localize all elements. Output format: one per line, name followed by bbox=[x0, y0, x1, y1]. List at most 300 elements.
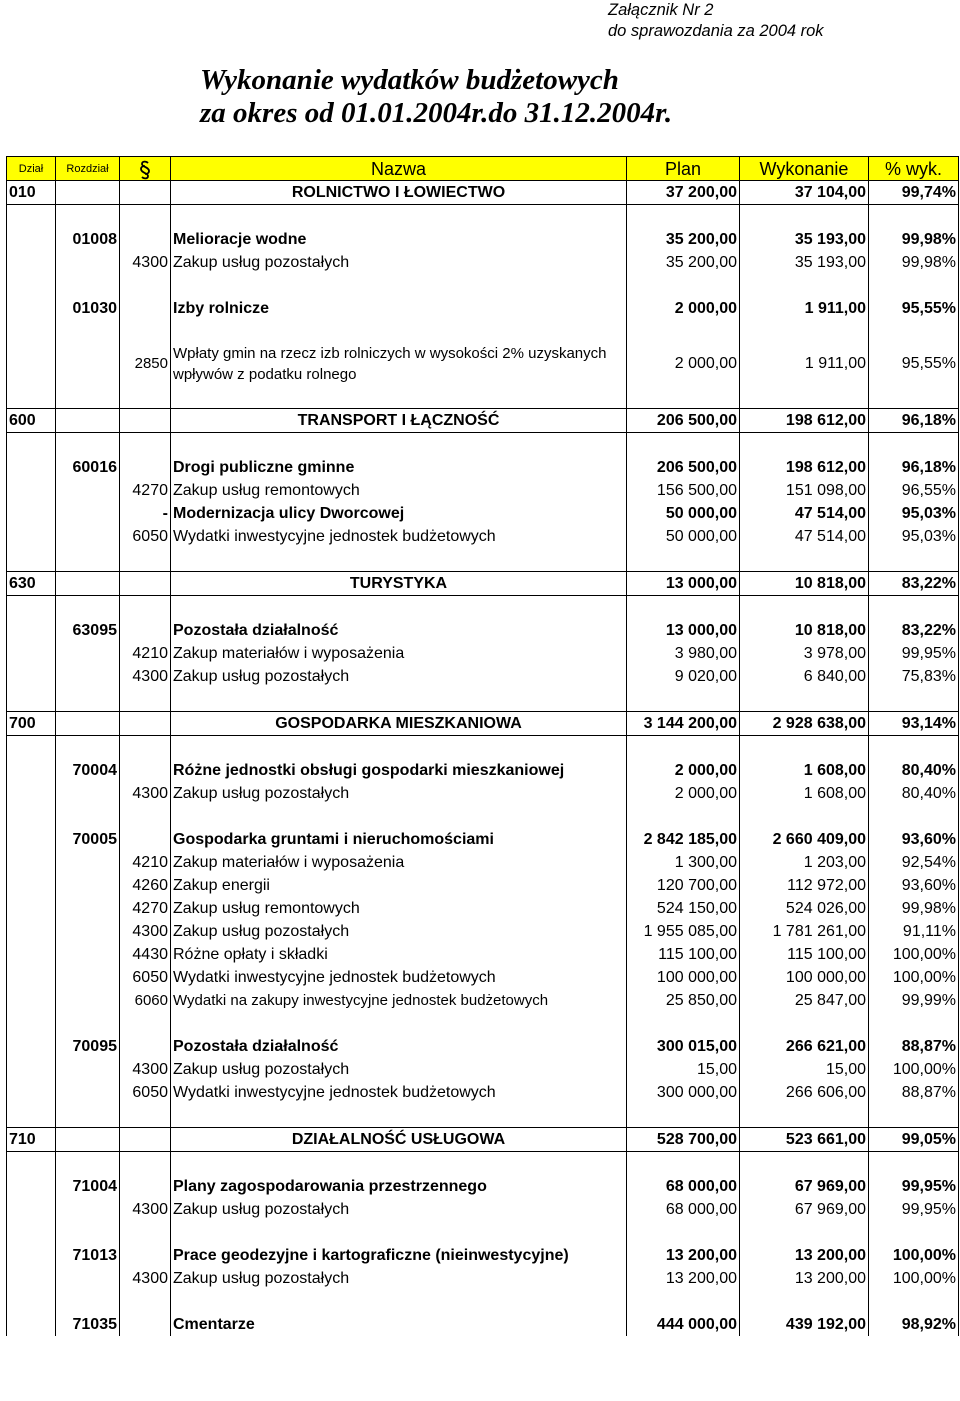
spacer-row bbox=[7, 205, 959, 229]
item-name: Izby rolnicze bbox=[171, 297, 627, 320]
spacer-cell bbox=[171, 385, 627, 409]
plan-value: 35 200,00 bbox=[627, 228, 740, 251]
rozdzial-code bbox=[56, 343, 120, 385]
paragraph-code: 6050 bbox=[120, 1081, 171, 1104]
plan-value: 206 500,00 bbox=[627, 409, 740, 433]
section-sign-icon bbox=[120, 157, 171, 181]
section-row bbox=[7, 712, 959, 736]
spacer-cell bbox=[7, 596, 56, 620]
paragraph-code bbox=[120, 1244, 171, 1267]
rozdzial-code: 60016 bbox=[56, 456, 120, 479]
chapter-row bbox=[7, 1175, 959, 1198]
spacer-cell bbox=[120, 1152, 171, 1176]
spacer-cell bbox=[56, 274, 120, 297]
spacer-row bbox=[7, 805, 959, 828]
spacer-cell bbox=[869, 548, 959, 572]
chapter-row bbox=[7, 1244, 959, 1267]
dzial-code bbox=[7, 966, 56, 989]
dzial-code bbox=[7, 1313, 56, 1336]
spacer-cell bbox=[56, 205, 120, 229]
execution-value: 1 203,00 bbox=[740, 851, 869, 874]
execution-value: 6 840,00 bbox=[740, 665, 869, 688]
chapter-row bbox=[7, 228, 959, 251]
dzial-code bbox=[7, 920, 56, 943]
percent-value: 99,05% bbox=[869, 1128, 959, 1152]
plan-value: 37 200,00 bbox=[627, 181, 740, 205]
chapter-row bbox=[7, 619, 959, 642]
execution-value: 15,00 bbox=[740, 1058, 869, 1081]
dzial-code bbox=[7, 479, 56, 502]
percent-value: 99,98% bbox=[869, 897, 959, 920]
rozdzial-code bbox=[56, 1058, 120, 1081]
rozdzial-code bbox=[56, 181, 120, 205]
spacer-cell bbox=[56, 548, 120, 572]
plan-value: 68 000,00 bbox=[627, 1175, 740, 1198]
percent-value: 95,03% bbox=[869, 525, 959, 548]
spacer-cell bbox=[627, 805, 740, 828]
spacer-cell bbox=[7, 688, 56, 712]
plan-value: 2 000,00 bbox=[627, 343, 740, 385]
spacer-cell bbox=[56, 1104, 120, 1128]
item-name: Plany zagospodarowania przestrzennego bbox=[171, 1175, 627, 1198]
dzial-code bbox=[7, 619, 56, 642]
spacer-cell bbox=[627, 274, 740, 297]
spacer-cell bbox=[120, 805, 171, 828]
spacer-cell bbox=[7, 1221, 56, 1244]
percent-value: 100,00% bbox=[869, 1244, 959, 1267]
spacer-cell bbox=[869, 805, 959, 828]
header-rozdzial: Rozdział bbox=[56, 157, 120, 181]
plan-value: 13 000,00 bbox=[627, 619, 740, 642]
spacer-cell bbox=[7, 1104, 56, 1128]
rozdzial-code: 70095 bbox=[56, 1035, 120, 1058]
dzial-code bbox=[7, 1081, 56, 1104]
execution-value: 25 847,00 bbox=[740, 989, 869, 1012]
rozdzial-code: 01008 bbox=[56, 228, 120, 251]
rozdzial-code bbox=[56, 712, 120, 736]
spacer-cell bbox=[120, 1012, 171, 1035]
rozdzial-code bbox=[56, 943, 120, 966]
item-name: Zakup usług pozostałych bbox=[171, 1198, 627, 1221]
rozdzial-code bbox=[56, 1267, 120, 1290]
spacer-cell bbox=[627, 433, 740, 457]
rozdzial-code bbox=[56, 665, 120, 688]
execution-value: 2 928 638,00 bbox=[740, 712, 869, 736]
percent-value: 99,95% bbox=[869, 642, 959, 665]
rozdzial-code bbox=[56, 572, 120, 596]
rozdzial-code bbox=[56, 989, 120, 1012]
percent-value: 99,99% bbox=[869, 989, 959, 1012]
spacer-cell bbox=[869, 274, 959, 297]
table-row bbox=[7, 966, 959, 989]
item-name: Wydatki na zakupy inwestycyjne jednostek budżetowych bbox=[171, 989, 627, 1012]
percent-value: 96,18% bbox=[869, 456, 959, 479]
dzial-code bbox=[7, 874, 56, 897]
plan-value: 444 000,00 bbox=[627, 1313, 740, 1336]
spacer-cell bbox=[627, 688, 740, 712]
spacer-cell bbox=[869, 1152, 959, 1176]
execution-value: 1 608,00 bbox=[740, 759, 869, 782]
execution-value: 112 972,00 bbox=[740, 874, 869, 897]
header-wykonanie: Wykonanie bbox=[740, 157, 869, 181]
spacer-cell bbox=[869, 205, 959, 229]
spacer-cell bbox=[627, 1104, 740, 1128]
percent-value: 83,22% bbox=[869, 619, 959, 642]
spacer-cell bbox=[740, 433, 869, 457]
rozdzial-code bbox=[56, 1081, 120, 1104]
plan-value: 13 000,00 bbox=[627, 572, 740, 596]
spacer-cell bbox=[869, 385, 959, 409]
percent-value: 95,03% bbox=[869, 502, 959, 525]
header-plan: Plan bbox=[627, 157, 740, 181]
spacer-cell bbox=[740, 205, 869, 229]
plan-value: 115 100,00 bbox=[627, 943, 740, 966]
percent-value: 83,22% bbox=[869, 572, 959, 596]
chapter-row bbox=[7, 828, 959, 851]
dzial-code: 010 bbox=[7, 181, 56, 205]
spacer-cell bbox=[7, 736, 56, 760]
dzial-code bbox=[7, 1244, 56, 1267]
spacer-row bbox=[7, 1152, 959, 1176]
paragraph-code: 4210 bbox=[120, 642, 171, 665]
paragraph-code: 4300 bbox=[120, 1198, 171, 1221]
spacer-cell bbox=[7, 205, 56, 229]
spacer-cell bbox=[627, 736, 740, 760]
plan-value: 13 200,00 bbox=[627, 1244, 740, 1267]
item-name: Zakup usług pozostałych bbox=[171, 920, 627, 943]
spacer-cell bbox=[120, 205, 171, 229]
dzial-code bbox=[7, 1035, 56, 1058]
spacer-row bbox=[7, 688, 959, 712]
plan-value: 2 000,00 bbox=[627, 759, 740, 782]
paragraph-code: 4260 bbox=[120, 874, 171, 897]
section-row bbox=[7, 1128, 959, 1152]
dzial-code: 630 bbox=[7, 572, 56, 596]
spacer-cell bbox=[740, 1104, 869, 1128]
table-row bbox=[7, 502, 959, 525]
dzial-code bbox=[7, 228, 56, 251]
spacer-cell bbox=[740, 274, 869, 297]
spacer-cell bbox=[56, 385, 120, 409]
paragraph-code bbox=[120, 572, 171, 596]
spacer-row bbox=[7, 1221, 959, 1244]
plan-value: 156 500,00 bbox=[627, 479, 740, 502]
plan-value: 100 000,00 bbox=[627, 966, 740, 989]
spacer-cell bbox=[869, 320, 959, 343]
rozdzial-code: 71035 bbox=[56, 1313, 120, 1336]
percent-value: 100,00% bbox=[869, 966, 959, 989]
item-name: TRANSPORT I ŁĄCZNOŚĆ bbox=[171, 409, 627, 433]
spacer-cell bbox=[120, 1104, 171, 1128]
section-row bbox=[7, 409, 959, 433]
spacer-cell bbox=[120, 385, 171, 409]
execution-value: 2 660 409,00 bbox=[740, 828, 869, 851]
table-row bbox=[7, 343, 959, 385]
percent-value: 100,00% bbox=[869, 1058, 959, 1081]
spacer-cell bbox=[120, 688, 171, 712]
rozdzial-code bbox=[56, 874, 120, 897]
rozdzial-code bbox=[56, 966, 120, 989]
percent-value: 93,60% bbox=[869, 828, 959, 851]
item-name: Modernizacja ulicy Dworcowej bbox=[171, 502, 627, 525]
paragraph-code bbox=[120, 759, 171, 782]
chapter-row bbox=[7, 1313, 959, 1336]
spacer-cell bbox=[627, 596, 740, 620]
spacer-cell bbox=[869, 1221, 959, 1244]
spacer-cell bbox=[7, 805, 56, 828]
spacer-cell bbox=[627, 548, 740, 572]
dzial-code bbox=[7, 343, 56, 385]
plan-value: 528 700,00 bbox=[627, 1128, 740, 1152]
item-name: ROLNICTWO I ŁOWIECTWO bbox=[171, 181, 627, 205]
item-name: Pozostała działalność bbox=[171, 619, 627, 642]
header-procent: % wyk. bbox=[869, 157, 959, 181]
plan-value: 2 842 185,00 bbox=[627, 828, 740, 851]
spacer-cell bbox=[7, 320, 56, 343]
table-row bbox=[7, 1198, 959, 1221]
spacer-cell bbox=[869, 688, 959, 712]
plan-value: 206 500,00 bbox=[627, 456, 740, 479]
paragraph-code bbox=[120, 181, 171, 205]
spacer-cell bbox=[7, 274, 56, 297]
execution-value: 13 200,00 bbox=[740, 1267, 869, 1290]
percent-value: 99,74% bbox=[869, 181, 959, 205]
execution-value: 47 514,00 bbox=[740, 525, 869, 548]
dzial-code: 710 bbox=[7, 1128, 56, 1152]
rozdzial-code bbox=[56, 1198, 120, 1221]
execution-value: 3 978,00 bbox=[740, 642, 869, 665]
paragraph-code bbox=[120, 1313, 171, 1336]
execution-value: 1 781 261,00 bbox=[740, 920, 869, 943]
plan-value: 15,00 bbox=[627, 1058, 740, 1081]
percent-value: 91,11% bbox=[869, 920, 959, 943]
execution-value: 115 100,00 bbox=[740, 943, 869, 966]
spacer-cell bbox=[171, 736, 627, 760]
spacer-cell bbox=[171, 274, 627, 297]
percent-value: 80,40% bbox=[869, 759, 959, 782]
paragraph-code: 4300 bbox=[120, 1267, 171, 1290]
execution-value: 266 621,00 bbox=[740, 1035, 869, 1058]
item-name: DZIAŁALNOŚĆ USŁUGOWA bbox=[171, 1128, 627, 1152]
rozdzial-code bbox=[56, 479, 120, 502]
dzial-code bbox=[7, 828, 56, 851]
plan-value: 13 200,00 bbox=[627, 1267, 740, 1290]
spacer-cell bbox=[120, 736, 171, 760]
rozdzial-code: 70004 bbox=[56, 759, 120, 782]
document-title-line1: Wykonanie wydatków budżetowych bbox=[200, 64, 619, 96]
spacer-cell bbox=[56, 596, 120, 620]
spacer-cell bbox=[869, 1104, 959, 1128]
plan-value: 524 150,00 bbox=[627, 897, 740, 920]
paragraph-code: 4270 bbox=[120, 897, 171, 920]
execution-value: 67 969,00 bbox=[740, 1175, 869, 1198]
percent-value: 100,00% bbox=[869, 943, 959, 966]
table-row bbox=[7, 1267, 959, 1290]
percent-value: 98,92% bbox=[869, 1313, 959, 1336]
item-name: Cmentarze bbox=[171, 1313, 627, 1336]
rozdzial-code bbox=[56, 897, 120, 920]
spacer-cell bbox=[627, 205, 740, 229]
spacer-cell bbox=[740, 688, 869, 712]
table-row bbox=[7, 525, 959, 548]
percent-value: 92,54% bbox=[869, 851, 959, 874]
rozdzial-code bbox=[56, 851, 120, 874]
spacer-cell bbox=[171, 548, 627, 572]
spacer-row bbox=[7, 433, 959, 457]
spacer-cell bbox=[627, 385, 740, 409]
spacer-cell bbox=[56, 1221, 120, 1244]
plan-value: 2 000,00 bbox=[627, 782, 740, 805]
spacer-cell bbox=[869, 1290, 959, 1313]
execution-value: 13 200,00 bbox=[740, 1244, 869, 1267]
spacer-cell bbox=[7, 1152, 56, 1176]
execution-value: 524 026,00 bbox=[740, 897, 869, 920]
spacer-cell bbox=[869, 1012, 959, 1035]
spacer-cell bbox=[120, 548, 171, 572]
item-name: Melioracje wodne bbox=[171, 228, 627, 251]
paragraph-code bbox=[120, 619, 171, 642]
item-name: Prace geodezyjne i kartograficzne (nieinwestycyjne) bbox=[171, 1244, 627, 1267]
plan-value: 50 000,00 bbox=[627, 525, 740, 548]
paragraph-code bbox=[120, 828, 171, 851]
spacer-cell bbox=[740, 1152, 869, 1176]
paragraph-code bbox=[120, 409, 171, 433]
spacer-row bbox=[7, 548, 959, 572]
spacer-cell bbox=[7, 1012, 56, 1035]
execution-value: 198 612,00 bbox=[740, 456, 869, 479]
spacer-cell bbox=[740, 385, 869, 409]
item-name: Zakup usług pozostałych bbox=[171, 782, 627, 805]
item-name: Zakup usług pozostałych bbox=[171, 665, 627, 688]
spacer-cell bbox=[120, 320, 171, 343]
spacer-cell bbox=[627, 1290, 740, 1313]
plan-value: 3 980,00 bbox=[627, 642, 740, 665]
spacer-cell bbox=[740, 736, 869, 760]
percent-value: 96,18% bbox=[869, 409, 959, 433]
spacer-row bbox=[7, 596, 959, 620]
paragraph-code: 4210 bbox=[120, 851, 171, 874]
spacer-row bbox=[7, 274, 959, 297]
dzial-code bbox=[7, 851, 56, 874]
dzial-code bbox=[7, 525, 56, 548]
execution-value: 47 514,00 bbox=[740, 502, 869, 525]
table-row bbox=[7, 1081, 959, 1104]
attachment-note-line1: Załącznik Nr 2 bbox=[608, 1, 714, 19]
plan-value: 68 000,00 bbox=[627, 1198, 740, 1221]
spacer-cell bbox=[120, 1221, 171, 1244]
plan-value: 300 015,00 bbox=[627, 1035, 740, 1058]
percent-value: 99,98% bbox=[869, 251, 959, 274]
plan-value: 50 000,00 bbox=[627, 502, 740, 525]
spacer-row bbox=[7, 385, 959, 409]
spacer-cell bbox=[171, 805, 627, 828]
execution-value: 35 193,00 bbox=[740, 251, 869, 274]
spacer-cell bbox=[171, 433, 627, 457]
spacer-cell bbox=[171, 205, 627, 229]
table-row bbox=[7, 851, 959, 874]
paragraph-code bbox=[120, 228, 171, 251]
plan-value: 300 000,00 bbox=[627, 1081, 740, 1104]
dzial-code bbox=[7, 1267, 56, 1290]
dzial-code bbox=[7, 1058, 56, 1081]
item-name: TURYSTYKA bbox=[171, 572, 627, 596]
table-row bbox=[7, 989, 959, 1012]
spacer-cell bbox=[56, 1290, 120, 1313]
item-name: Wydatki inwestycyjne jednostek budżetowych bbox=[171, 1081, 627, 1104]
plan-value: 3 144 200,00 bbox=[627, 712, 740, 736]
table-row bbox=[7, 251, 959, 274]
execution-value: 198 612,00 bbox=[740, 409, 869, 433]
execution-value: 523 661,00 bbox=[740, 1128, 869, 1152]
spacer-cell bbox=[120, 1290, 171, 1313]
execution-value: 37 104,00 bbox=[740, 181, 869, 205]
spacer-cell bbox=[869, 433, 959, 457]
table-row bbox=[7, 897, 959, 920]
paragraph-code bbox=[120, 1035, 171, 1058]
dzial-code bbox=[7, 251, 56, 274]
dzial-code bbox=[7, 989, 56, 1012]
rozdzial-code: 01030 bbox=[56, 297, 120, 320]
plan-value: 35 200,00 bbox=[627, 251, 740, 274]
spacer-cell bbox=[740, 596, 869, 620]
rozdzial-code bbox=[56, 642, 120, 665]
percent-value: 88,87% bbox=[869, 1081, 959, 1104]
spacer-cell bbox=[120, 433, 171, 457]
percent-value: 99,98% bbox=[869, 228, 959, 251]
percent-value: 100,00% bbox=[869, 1267, 959, 1290]
plan-value: 1 955 085,00 bbox=[627, 920, 740, 943]
percent-value: 93,60% bbox=[869, 874, 959, 897]
spacer-cell bbox=[627, 1012, 740, 1035]
spacer-cell bbox=[56, 688, 120, 712]
paragraph-code bbox=[120, 1128, 171, 1152]
rozdzial-code bbox=[56, 251, 120, 274]
dzial-code bbox=[7, 502, 56, 525]
percent-value: 96,55% bbox=[869, 479, 959, 502]
spacer-cell bbox=[120, 596, 171, 620]
item-name: Różne opłaty i składki bbox=[171, 943, 627, 966]
spacer-cell bbox=[740, 805, 869, 828]
paragraph-code: 4430 bbox=[120, 943, 171, 966]
paragraph-code: 4300 bbox=[120, 251, 171, 274]
rozdzial-code: 63095 bbox=[56, 619, 120, 642]
item-name: Wydatki inwestycyjne jednostek budżetowych bbox=[171, 966, 627, 989]
percent-value: 95,55% bbox=[869, 297, 959, 320]
paragraph-code: 4270 bbox=[120, 479, 171, 502]
dzial-code bbox=[7, 456, 56, 479]
rozdzial-code: 71004 bbox=[56, 1175, 120, 1198]
dzial-code bbox=[7, 897, 56, 920]
table-row bbox=[7, 943, 959, 966]
rozdzial-code bbox=[56, 1128, 120, 1152]
percent-value: 93,14% bbox=[869, 712, 959, 736]
spacer-cell bbox=[120, 274, 171, 297]
execution-value: 35 193,00 bbox=[740, 228, 869, 251]
spacer-cell bbox=[171, 320, 627, 343]
item-name: Zakup energii bbox=[171, 874, 627, 897]
item-name: Gospodarka gruntami i nieruchomościami bbox=[171, 828, 627, 851]
section-row bbox=[7, 181, 959, 205]
item-name: Zakup usług pozostałych bbox=[171, 1267, 627, 1290]
dzial-code bbox=[7, 782, 56, 805]
spacer-cell bbox=[869, 736, 959, 760]
spacer-row bbox=[7, 320, 959, 343]
execution-value: 266 606,00 bbox=[740, 1081, 869, 1104]
document-title bbox=[200, 64, 672, 130]
percent-value: 75,83% bbox=[869, 665, 959, 688]
item-name: Wydatki inwestycyjne jednostek budżetowych bbox=[171, 525, 627, 548]
paragraph-code: - bbox=[120, 502, 171, 525]
